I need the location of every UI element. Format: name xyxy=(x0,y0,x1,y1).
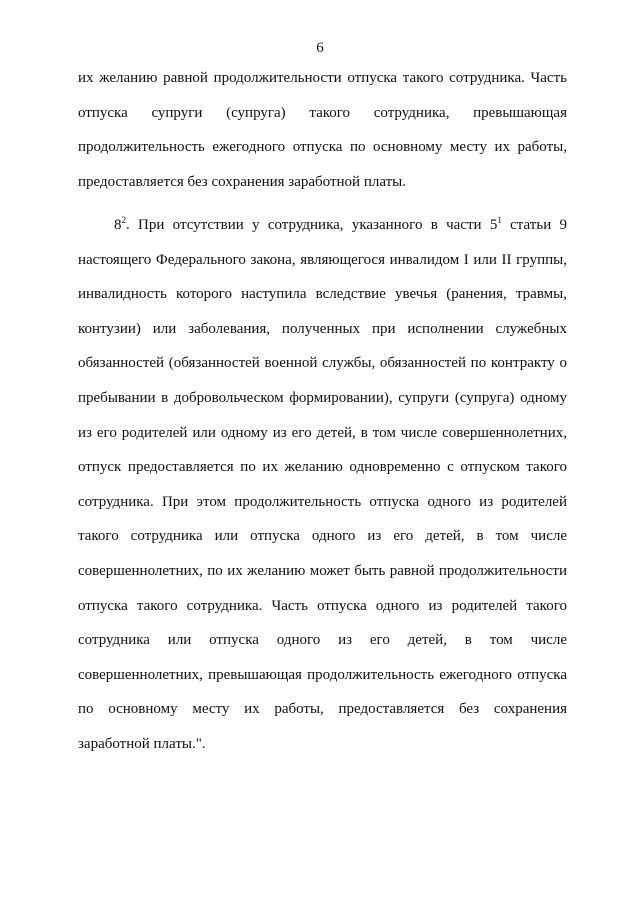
paragraph-2-line: сотрудника. При этом продолжительность отпуска одного из родителей xyxy=(78,493,567,510)
line-text: . При отсутствии у сотрудника, указанного в части 5 xyxy=(126,217,498,233)
paragraph-1-line: их желанию равной продолжительности отпуска такого сотрудника. Часть xyxy=(78,70,567,86)
paragraph-2-line: такого сотрудника или отпуска одного из его детей, в том числе xyxy=(78,528,567,545)
paragraph-2-first-line xyxy=(78,208,567,243)
paragraph-2-line: по основному месту их работы, предоставляется без сохранения xyxy=(78,701,567,718)
paragraph-2-line: заработной платы.". xyxy=(78,735,206,752)
paragraph-2-line: отпуска такого сотрудника. Часть отпуска одного из родителей такого xyxy=(78,597,567,614)
paragraph-2-line: отпуск предоставляется по их желанию одновременно с отпуском такого xyxy=(78,459,567,476)
paragraph-2-line: настоящего Федерального закона, являющегося инвалидом I или II группы, xyxy=(78,251,567,268)
paragraph-2-line: сотрудника или отпуска одного из его детей, в том числе xyxy=(78,632,567,649)
item-superscript: 2 xyxy=(121,215,126,225)
paragraph-2-line: контузии) или заболевания, полученных при исполнении служебных xyxy=(78,320,567,337)
page-number: 6 xyxy=(316,40,324,56)
paragraph-1-line: отпуска супруги (супруга) такого сотрудника, превышающая xyxy=(78,104,567,121)
line-text: статьи 9 xyxy=(501,217,567,233)
paragraph-2-line: совершеннолетних, превышающая продолжительность ежегодного отпуска xyxy=(78,666,567,683)
paragraph-1-line: продолжительность ежегодного отпуска по основному месту их работы, xyxy=(78,139,567,156)
paragraph-2 xyxy=(78,208,567,762)
paragraph-2-line: совершеннолетних, по их желанию может быть равной продолжительности xyxy=(78,562,567,579)
paragraph-2-line: обязанностей (обязанностей военной службы, обязанностей по контракту о xyxy=(78,355,567,372)
paragraph-1 xyxy=(78,61,567,199)
item-number: 8 xyxy=(114,217,122,233)
paragraph-2-line: из его родителей или одному из его детей, в том числе совершеннолетних, xyxy=(78,424,567,441)
part-superscript: 1 xyxy=(497,215,502,225)
paragraph-1-line: предоставляется без сохранения заработной платы. xyxy=(78,173,407,190)
paragraph-2-line: инвалидность которого наступила вследствие увечья (ранения, травмы, xyxy=(78,286,567,303)
paragraph-2-line: пребывании в добровольческом формировании), супруги (супруга) одному xyxy=(78,389,567,406)
